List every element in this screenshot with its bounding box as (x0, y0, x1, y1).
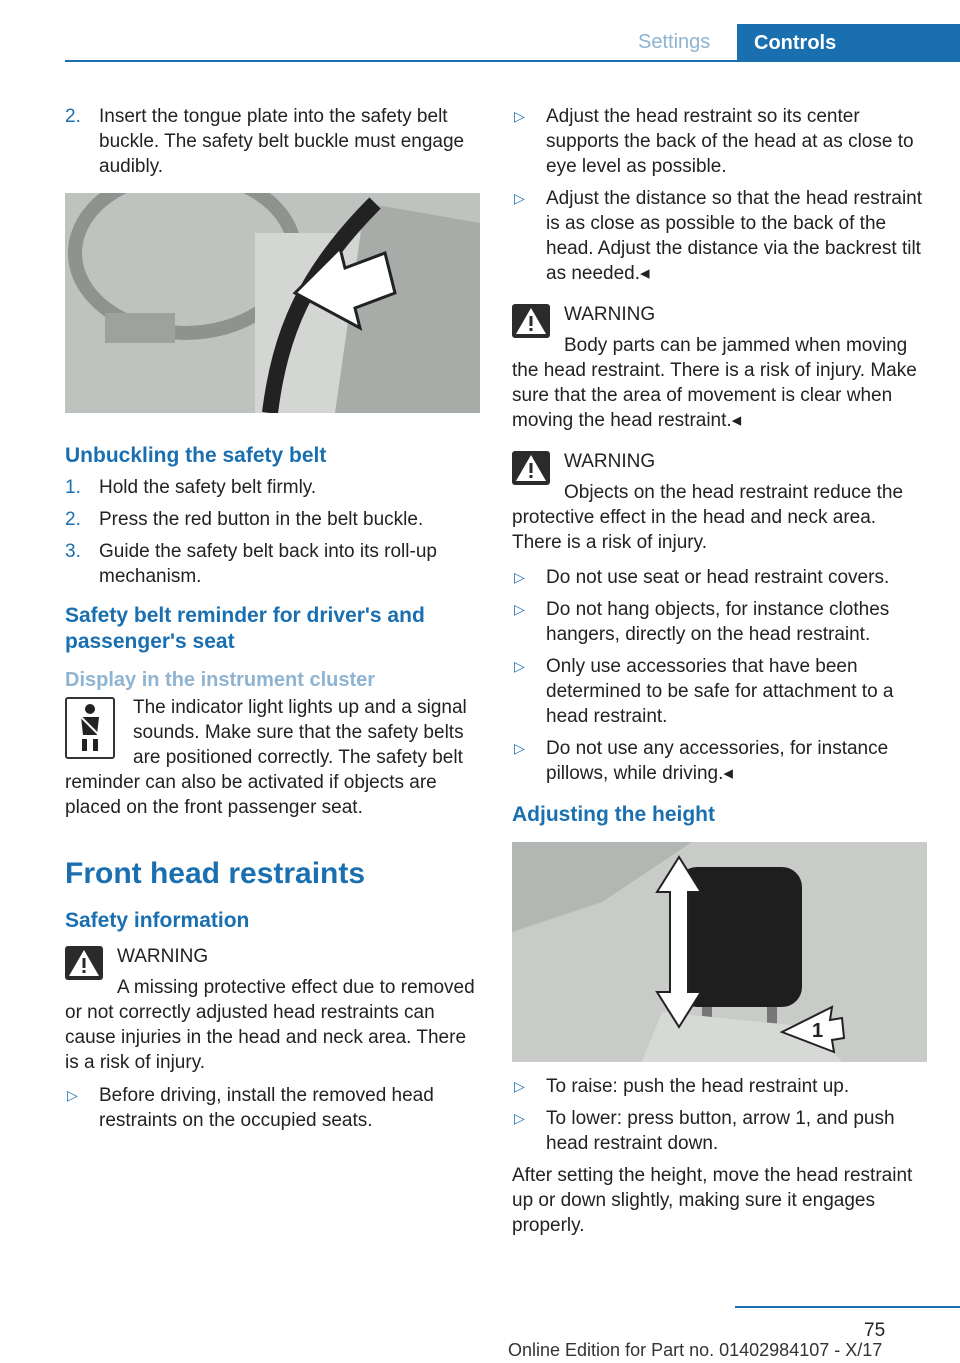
step-number: 2. (65, 509, 81, 530)
warning-triangle-icon (512, 451, 550, 485)
step-text: Guide the safety belt back into its roll-up mechanism. (99, 541, 437, 587)
bullet-triangle-icon: ▷ (514, 1078, 525, 1094)
unbuckle-steps (65, 475, 480, 589)
heading-safety-information: Safety information (65, 909, 250, 932)
seatbelt-warning-icon (65, 697, 115, 759)
bullet-item (512, 1106, 927, 1156)
bullet-triangle-icon: ▷ (514, 658, 525, 674)
right-column (512, 104, 927, 1238)
header-chapter-tab: Controls (737, 24, 960, 62)
bullet-text: To raise: push the head restraint up. (546, 1076, 850, 1097)
warning-triangle-icon (512, 304, 550, 338)
heading-unbuckling: Unbuckling the safety belt (65, 444, 327, 467)
bullet-triangle-icon: ▷ (514, 740, 525, 756)
step-text: Insert the tongue plate into the safety belt buckle. The safety belt buckle must engage audibly. (99, 106, 465, 177)
step-2 (65, 104, 480, 179)
page-number: 75 (864, 1320, 886, 1341)
bullet-text: Adjust the head restraint so its center supports the back of the head at as close to eye level as possible. (546, 106, 914, 177)
warning-text: Body parts can be jammed when moving the head restraint. There is a risk of injury. Make sure that the area of movement is clear when moving the head restraint.◂ (512, 335, 917, 431)
head-restraint-photo (512, 842, 927, 1062)
bullet-text: Do not use any accessories, for instance pillows, while driving.◂ (546, 738, 889, 784)
buckle-illustration (65, 193, 480, 413)
display-block (65, 695, 480, 820)
bullet-text: Only use accessories that have been determined to be safe for attachment to a head restraint. (546, 656, 894, 727)
heading-adjusting-height: Adjusting the height (512, 803, 715, 826)
bullet-item (512, 565, 927, 590)
bullet-triangle-icon: ▷ (67, 1087, 78, 1103)
bullet-text: Adjust the distance so that the head restraint is as close as possible to the back of the head. Adjust the distance via the backrest tilt as needed.◂ (546, 188, 923, 284)
heading-display-cluster: Display in the instrument cluster (65, 669, 376, 691)
bullet-text: Do not hang objects, for instance clothes hangers, directly on the head restraint. (546, 599, 890, 645)
bullet-item (512, 597, 927, 647)
unbuckle-step (65, 539, 480, 589)
warning-block (512, 300, 927, 433)
bullet-text: Do not use seat or head restraint covers. (546, 567, 890, 588)
warning-block (512, 447, 927, 555)
step-number: 2. (65, 106, 81, 127)
head-restraint-illustration (512, 842, 927, 1062)
bullet-item (512, 186, 927, 286)
left-column (65, 104, 480, 1140)
step-number: 3. (65, 541, 81, 562)
bullet-text: To lower: press button, arrow 1, and push head restraint down. (546, 1108, 895, 1154)
bullet-item (512, 654, 927, 729)
heading-front-head-restraints: Front head restraints (65, 857, 366, 890)
header-rule (65, 60, 960, 62)
bullet-triangle-icon: ▷ (514, 601, 525, 617)
bullet-item (65, 1083, 480, 1133)
edition-line: Online Edition for Part no. 01402984107 - X/17 (508, 1340, 883, 1360)
bullet-triangle-icon: ▷ (514, 190, 525, 206)
heading-belt-reminder: Safety belt reminder for driver's and passenger's seat (65, 604, 425, 653)
warning-block (65, 942, 480, 1075)
bullet-triangle-icon: ▷ (514, 108, 525, 124)
photo-label: 1 (812, 1020, 824, 1042)
bullet-text: Before driving, install the removed head restraints on the occupied seats. (99, 1085, 434, 1131)
after-height-text: After setting the height, move the head restraint up or down slightly, making sure it engages properly. (512, 1165, 913, 1236)
step-text: Hold the safety belt firmly. (99, 477, 317, 498)
warning-title: WARNING (564, 304, 656, 325)
warning-text: Objects on the head restraint reduce the protective effect in the head and neck area. There is a risk of injury. (512, 482, 904, 553)
restraint-bullets (512, 565, 927, 786)
unbuckle-step (65, 475, 480, 500)
display-text: The indicator light lights up and a signal sounds. Make sure that the safety belts are positioned correctly. The safety belt reminder can also be activated if objects are placed on the front passenger seat. (65, 697, 467, 818)
step-text: Press the red button in the belt buckle. (99, 509, 424, 530)
unbuckle-step (65, 507, 480, 532)
warning-title: WARNING (117, 946, 209, 967)
bullet-triangle-icon: ▷ (514, 1110, 525, 1126)
warning-triangle-icon (65, 946, 103, 980)
bullet-triangle-icon: ▷ (514, 569, 525, 585)
footer-rule (735, 1306, 960, 1308)
header-section: Settings (638, 31, 711, 53)
warning-text: A missing protective effect due to removed or not correctly adjusted head restraints can cause injuries in the head and neck area. There is a risk of injury. (65, 977, 475, 1073)
buckle-photo (65, 193, 480, 413)
bullet-item (512, 1074, 927, 1099)
height-bullets (512, 1074, 927, 1156)
warning-title: WARNING (564, 451, 656, 472)
step-number: 1. (65, 477, 81, 498)
bullet-item (512, 104, 927, 179)
bullet-item (512, 736, 927, 786)
